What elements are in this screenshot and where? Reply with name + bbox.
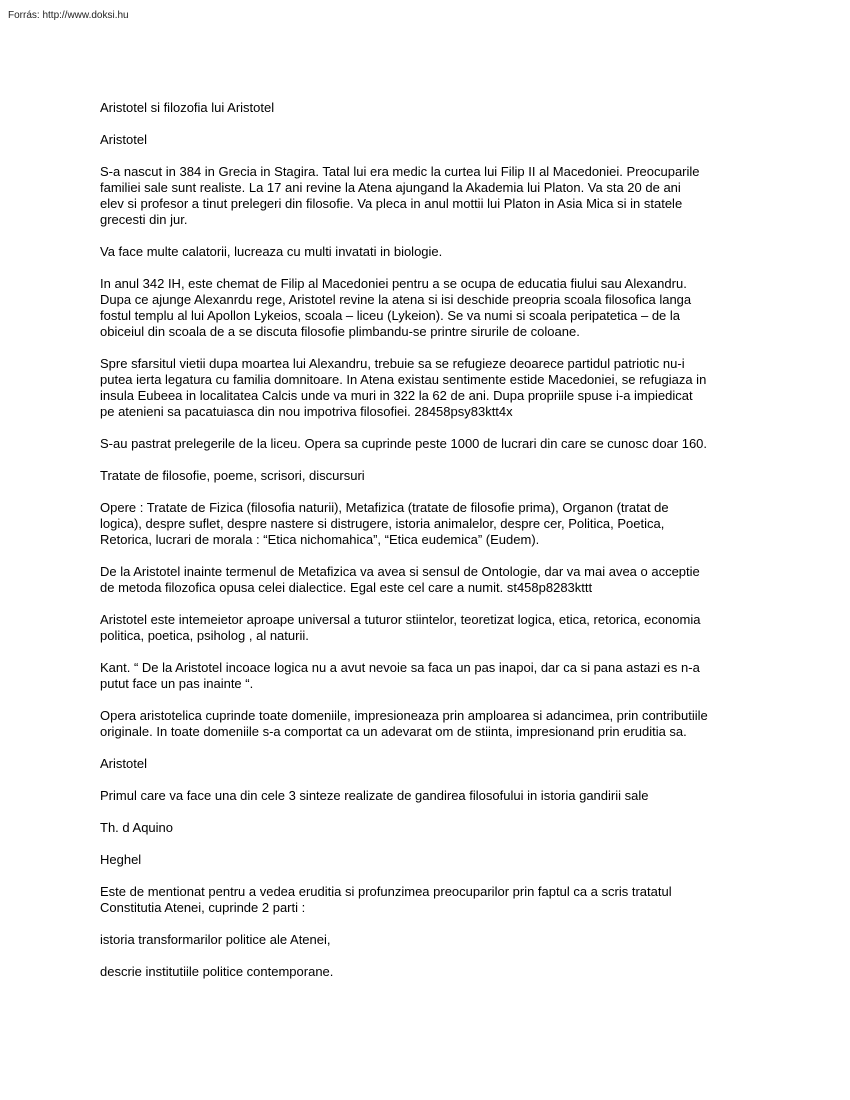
paragraph: Kant. “ De la Aristotel incoace logica nu a avut nevoie sa faca un pas inapoi, dar ca si pana astazi es n-a putut face un pas inainte “. bbox=[100, 660, 700, 691]
paragraph: Va face multe calatorii, lucreaza cu multi invatati in biologie. bbox=[100, 244, 443, 259]
paragraph: Opera aristotelica cuprinde toate domeniile, impresioneaza prin amploarea si adancimea, prin contributiile originale. In toate domeniile s-a comportat ca un adevarat om de stiinta, impresionand prin eruditia sa. bbox=[100, 708, 708, 739]
paragraph: Heghel bbox=[100, 852, 142, 867]
section-heading: Aristotel bbox=[100, 756, 147, 771]
paragraph: Primul care va face una din cele 3 sinteze realizate de gandirea filosofului in istoria gandirii sale bbox=[100, 788, 649, 803]
paragraph: Este de mentionat pentru a vedea eruditia si profunzimea preocuparilor prin faptul ca a scris tratatul Constitutia Atenei, cuprinde 2 parti : bbox=[100, 884, 672, 915]
paragraph: De la Aristotel inainte termenul de Metafizica va avea si sensul de Ontologie, dar va mai avea o acceptie de metoda filozofica opusa celei dialectice. Egal este cel care a numit. st458p8283kttt bbox=[100, 564, 700, 595]
document-title: Aristotel si filozofia lui Aristotel bbox=[100, 100, 275, 115]
source-note: Forrás: http://www.doksi.hu bbox=[8, 10, 129, 21]
paragraph: Th. d Aquino bbox=[100, 820, 173, 835]
paragraph: Aristotel este intemeietor aproape universal a tuturor stiintelor, teoretizat logica, etica, retorica, economia politica, poetica, psiholog , al naturii. bbox=[100, 612, 701, 643]
paragraph: S-a nascut in 384 in Grecia in Stagira. Tatal lui era medic la curtea lui Filip II al Macedoniei. Preocuparile familiei sale sunt realiste. La 17 ani revine la Atena ajungand la Akademia lui Platon. Va sta 20 de ani elev si profesor a tinut prelegeri din filosofie. Va pleca in anul mottii lui Platon in Asia Mica si in statele grecesti din jur. bbox=[100, 164, 700, 227]
paragraph: Tratate de filosofie, poeme, scrisori, discursuri bbox=[100, 468, 365, 483]
document-body bbox=[100, 100, 760, 996]
paragraph: Spre sfarsitul vietii dupa moartea lui Alexandru, trebuie sa se refugieze deoarece partidul patriotic nu-i putea ierta legatura cu familia domnitoare. In Atena existau sentimente estide Macedoniei, se refugiaza in insula Eubeea in localitatea Calcis unde va muri in 322 la 62 de ani. Dupa propriile spuse i-a impiedicat pe atenieni sa pacatuiasca din nou impotriva filosofiei. 28458psy83ktt4x bbox=[100, 356, 707, 419]
paragraph: In anul 342 IH, este chemat de Filip al Macedoniei pentru a se ocupa de educatia fiului sau Alexandru. Dupa ce ajunge Alexanrdu rege, Aristotel revine la atena si isi deschide preopria scoala filosofica langa fostul templu al lui Apollon Lykeios, scoala – liceu (Lykeion). Se va numi si scoala peripatetica – de la obiceiul din scoala de a se discuta filosofie plimbandu-se printre sirurile de coloane. bbox=[100, 276, 692, 339]
section-heading: Aristotel bbox=[100, 132, 147, 147]
paragraph: descrie institutiile politice contemporane. bbox=[100, 964, 334, 979]
paragraph: Opere : Tratate de Fizica (filosofia naturii), Metafizica (tratate de filosofie prima), Organon (tratat de logica), despre suflet, despre nastere si distrugere, istoria animalelor, despre cer, Politica, Poetica, Retorica, lucrari de morala : “Etica nichomahica”, “Etica eudemica” (Eudem). bbox=[100, 500, 669, 547]
paragraph: istoria transformarilor politice ale Atenei, bbox=[100, 932, 331, 947]
paragraph: S-au pastrat prelegerile de la liceu. Opera sa cuprinde peste 1000 de lucrari din care se cunosc doar 160. bbox=[100, 436, 708, 451]
